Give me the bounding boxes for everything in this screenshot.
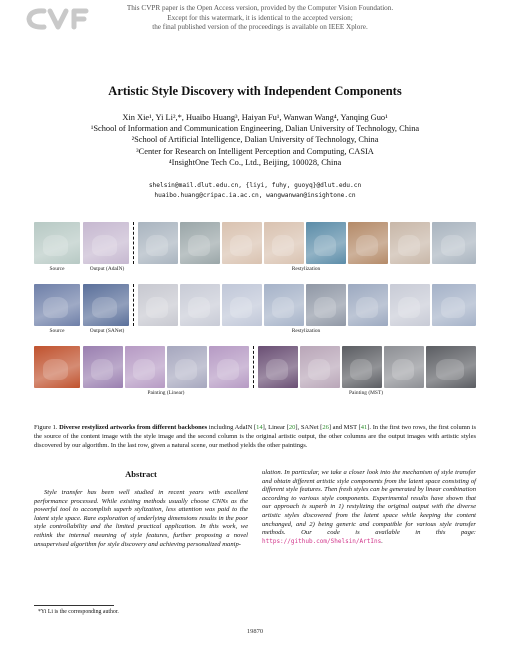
figure-label: Restylization [291,266,321,272]
caption-bold: Diverse restylized artworks from different backbones [59,424,208,431]
restylized-image [222,284,262,326]
figure-label: Source [49,328,65,334]
painting-image [342,346,382,388]
source-image [34,222,80,264]
restylized-image [180,284,220,326]
output-image [83,222,129,264]
affiliation: ⁴InsightOne Tech Co., Ltd., Beijing, 100028, China [168,157,342,167]
caption-label: Figure 1. [34,424,58,431]
teaser-figure [34,222,476,410]
affiliation: ¹School of Information and Communication Engineering, Dalian University of Technology, China [90,124,420,134]
open-access-watermark [110,4,410,33]
restylized-image [306,284,346,326]
figure-label: Source [49,266,65,272]
abstract-right-column [262,469,476,546]
citation-link[interactable]: 41 [360,424,368,431]
painting-image [258,346,298,388]
restylized-image [390,284,430,326]
painting-image [384,346,424,388]
painting-image [125,346,165,388]
watermark-line: Except for this watermark, it is identical to the accepted version; [167,13,353,22]
restylized-image [432,284,476,326]
caption-text: ] and MST [ [328,424,361,431]
citation-link[interactable]: 26 [322,424,329,431]
restylized-image [138,284,178,326]
figure-row-3 [34,346,476,388]
caption-text: ], Linear [ [262,424,289,431]
watermark-line: the final published version of the proceedings is available on IEEE Xplore. [152,23,368,32]
restylized-image [222,222,262,264]
abstract-heading: Abstract [125,469,157,479]
abstract-left-column: Style transfer has been well studied in recent years with excellent performance processed. While existing methods usually choose CNNs as the powerful tool to accomplish superb stylization, less attention was paid to the latent style space. Rare exploration of underlying dimensions results in the poor style controllability and the limited practical application. In this work, we rethink the internal meaning of style features, further proposing a novel unsupervised algorithm for style discovery and achieving personalized manip- [34,489,248,548]
painting-image [83,346,123,388]
restylized-image [348,284,388,326]
restylized-image [138,222,178,264]
footnote-rule [34,605,114,606]
cvf-logo [24,6,94,32]
citation-link[interactable]: 14 [256,424,263,431]
email-block [0,181,510,200]
restylized-image [264,222,304,264]
citation-link[interactable]: 20 [288,424,296,431]
painting-image [209,346,249,388]
abstract-text: ulation. In particular, we take a closer look into the mechanism of style transfer and obtain different artistic style components from the latent space consisting of different style features. Then fresh styles can be generated by linear combination according to various style components. Experimental results have shown that our approach is superb in 1) restylizing the original output with the diverse artistic styles discovered from the latent space while keeping the content unchanged, and 2) being generic and compatible for various style transfer methods. Our code is available in this page: [262,469,476,537]
watermark-line: This CVPR paper is the Open Access version, provided by the Computer Vision Foundation. [126,4,394,12]
affiliation: ²School of Artificial Intelligence, Dalian University of Technology, China [131,135,379,145]
affiliation: ³Center for Research on Intelligent Perception and Computing, CASIA [136,146,374,156]
caption-text: including AdaIN [ [207,424,257,431]
code-url-link[interactable]: https://github.com/Shelsin/ArtIns [262,537,382,545]
restylized-image [264,284,304,326]
email-line: huaibo.huang@cripac.ia.ac.cn, wangwanwan@insightone.cn [154,191,356,199]
figure-label: Output (SANet) [89,328,125,334]
output-image [83,284,129,326]
figure-row-1 [34,222,476,264]
caption-text: ]. In the first two rows, the first column is the source of the content image with the style image and the second column is the original artistic output, the other columns are the output images with artistic styles discovered by our algorithm. In the last row, given a natural scene, our method yields the other paintings. [34,424,476,449]
painting-image [167,346,207,388]
figure-caption [34,424,476,450]
figure-label: Output (AdaIN) [89,266,125,272]
restylized-image [432,222,476,264]
footnote: *Yi Li is the corresponding author. [38,609,119,615]
restylized-image [180,222,220,264]
dashed-divider [253,346,254,388]
painting-image [426,346,476,388]
source-image [34,284,80,326]
restylized-image [306,222,346,264]
natural-scene-image [34,346,80,388]
figure-label: Painting (MST) [349,390,383,396]
page-number: 19870 [246,628,264,635]
abstract-end: . [381,537,383,545]
author-block [0,112,510,168]
caption-text: ], SANet [ [295,424,323,431]
dashed-divider [133,222,134,264]
author-names: Xin Xie¹, Yi Li²,*, Huaibo Huang³, Haiyan Fu¹, Wanwan Wang⁴, Yanqing Guo¹ [122,113,388,122]
paper-title: Artistic Style Discovery with Independent Components [108,84,402,98]
figure-row-2 [34,284,476,326]
restylized-image [348,222,388,264]
painting-image [300,346,340,388]
dashed-divider [133,284,134,326]
email-line: shelsin@mail.dlut.edu.cn, {liyi, fuhy, guoyq}@dlut.edu.cn [148,182,362,189]
figure-label: Painting (Linear) [147,390,185,396]
figure-label: Restylization [291,328,321,334]
restylized-image [390,222,430,264]
